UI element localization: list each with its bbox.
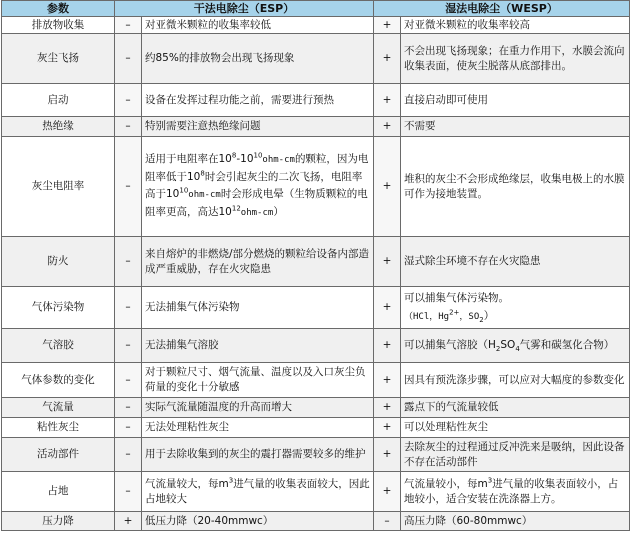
wet-sign: + [374,418,401,438]
dry-desc: 无法捕集气体污染物 [142,287,374,329]
wet-desc: 露点下的气流量较低 [401,398,630,418]
dry-sign: – [115,472,142,512]
table-row [2,287,630,329]
table-row [2,472,630,512]
wet-desc: 高压力降（60-80mmwc） [401,512,630,531]
wet-desc: 可以捕集气溶胶（$H_2SO_4$气雾和碳氢化合物） [401,329,630,363]
dry-desc: 约85%的排放物会出现飞扬现象 [142,34,374,84]
dry-desc: 气流量较大，每$m^3$进气量的收集表面较大，因此占地较大 [142,472,374,512]
dry-sign: + [115,512,142,531]
dry-sign: – [115,34,142,84]
dry-desc: 来自熔炉的非燃烧/部分燃烧的颗粒给设备内部造成严重威胁，存在火灾隐患 [142,237,374,287]
dry-desc: 适用于电阻率在$10^8-10^{10}ohm-cm$的颗粒，因为电阻率低于$10^8$时会引起灰尘的二次飞扬，电阻率高于$10^{10}ohm-cm$时会形成电晕（生物质颗粒的电阻率更高，高达$10^{12}ohm-cm$） [142,137,374,237]
wet-desc: 气流量较小，每$m^3$进气量的收集表面较小，占地较小，适合安装在洗涤器上方。 [401,472,630,512]
wet-desc: 湿式除尘环境不存在火灾隐患 [401,237,630,287]
table-row [2,237,630,287]
table-row [2,398,630,418]
dry-sign: – [115,17,142,34]
dry-desc: 对亚微米颗粒的收集率较低 [142,17,374,34]
header-row [2,1,630,17]
dry-desc: 实际气流量随温度的升高而增大 [142,398,374,418]
wet-sign: + [374,84,401,117]
header-wet-esp: 湿法电除尘（WESP） [374,1,630,17]
table-row [2,84,630,117]
table-row [2,418,630,438]
table-row [2,137,630,237]
param-cell: 气体参数的变化 [2,363,115,398]
dry-sign: – [115,398,142,418]
wet-desc: 可以处理粘性灰尘 [401,418,630,438]
dry-sign: – [115,438,142,472]
wet-desc: 因具有预洗涤步骤，可以应对大幅度的参数变化 [401,363,630,398]
param-cell: 气体污染物 [2,287,115,329]
table-row [2,512,630,531]
dry-sign: – [115,237,142,287]
dry-sign: – [115,137,142,237]
dry-desc: 低压力降（20-40mmwc） [142,512,374,531]
wet-desc: 不需要 [401,117,630,137]
dry-sign: – [115,287,142,329]
wet-desc: 可以捕集气体污染物。 （HCl，$Hg^{2+}$，$SO_2$） [401,287,630,329]
wet-sign: + [374,34,401,84]
table-row [2,34,630,84]
param-cell: 灰尘飞扬 [2,34,115,84]
wet-sign: + [374,117,401,137]
param-cell: 活动部件 [2,438,115,472]
param-cell: 防火 [2,237,115,287]
wet-desc: 去除灰尘的过程通过反冲洗来是吸纳，因此设备不存在活动部件 [401,438,630,472]
wet-sign: + [374,363,401,398]
wet-sign: + [374,438,401,472]
param-cell: 压力降 [2,512,115,531]
dry-sign: – [115,84,142,117]
param-cell: 灰尘电阻率 [2,137,115,237]
dry-desc: 用于去除收集到的灰尘的震打器需要较多的维护 [142,438,374,472]
wet-sign: + [374,137,401,237]
dry-sign: – [115,117,142,137]
param-cell: 气流量 [2,398,115,418]
param-cell: 占地 [2,472,115,512]
wet-sign: + [374,237,401,287]
wet-sign: + [374,398,401,418]
header-param: 参数 [2,1,115,17]
wet-desc: 对亚微米颗粒的收集率较高 [401,17,630,34]
wet-sign: + [374,329,401,363]
table-row [2,117,630,137]
param-cell: 启动 [2,84,115,117]
dry-desc: 无法捕集气溶胶 [142,329,374,363]
table-row [2,363,630,398]
wet-desc: 堆积的灰尘不会形成绝缘层，收集电极上的水膜可作为接地装置。 [401,137,630,237]
dry-sign: – [115,418,142,438]
comparison-table [1,0,630,531]
table-row [2,438,630,472]
table-row [2,17,630,34]
wet-desc: 直接启动即可使用 [401,84,630,117]
dry-sign: – [115,329,142,363]
dry-desc: 无法处理粘性灰尘 [142,418,374,438]
param-cell: 排放物收集 [2,17,115,34]
param-cell: 热绝缘 [2,117,115,137]
wet-sign: + [374,17,401,34]
param-cell: 粘性灰尘 [2,418,115,438]
param-cell: 气溶胶 [2,329,115,363]
dry-desc: 对于颗粒尺寸、烟气流量、温度以及入口灰尘负荷量的变化十分敏感 [142,363,374,398]
wet-sign: + [374,472,401,512]
table-row [2,329,630,363]
dry-desc: 设备在发挥过程功能之前，需要进行预热 [142,84,374,117]
wet-sign: + [374,287,401,329]
dry-desc: 特别需要注意热绝缘问题 [142,117,374,137]
header-dry-esp: 干法电除尘（ESP） [115,1,374,17]
dry-sign: – [115,363,142,398]
wet-sign: – [374,512,401,531]
wet-desc: 不会出现飞扬现象；在重力作用下，水膜会流向收集表面，使灰尘脱落从底部排出。 [401,34,630,84]
